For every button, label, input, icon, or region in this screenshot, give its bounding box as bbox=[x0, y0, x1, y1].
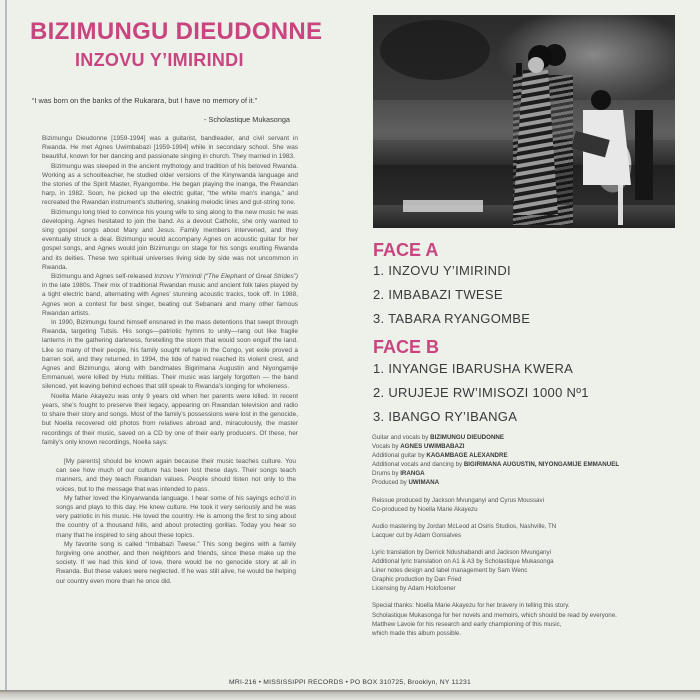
credit-line: Lyric translation by Derrick Ndushabandi and Jackson Mvunganyi bbox=[372, 548, 551, 556]
credit-role: Additional guitar by bbox=[372, 452, 427, 460]
track-b3: 3. IBANGO RY’IBANGA bbox=[373, 409, 518, 424]
credit-line: Special thanks: Noella Marie Akayezu for her bravery in telling this story. bbox=[372, 602, 570, 610]
credit-role: Additional vocals and dancing by bbox=[372, 461, 464, 469]
track-a1: 1. INZOVU Y’IMIRINDI bbox=[373, 263, 511, 278]
credit-line bbox=[372, 478, 692, 487]
credit-line: Lacquer cut by Adam Gonsalves bbox=[372, 531, 462, 539]
credit-role: Produced by bbox=[372, 479, 409, 487]
credit-name: KAGAMBAGE ALEXANDRE bbox=[426, 452, 508, 460]
epigraph-attribution: - Scholastique Mukasonga bbox=[204, 115, 290, 124]
credit-line: Liner notes design and label management by Sam Wenc bbox=[372, 567, 528, 575]
credits-reissue bbox=[372, 496, 692, 514]
epigraph-quote: “I was born on the banks of the Rukarara, but I have no memory of it.” bbox=[32, 96, 258, 105]
artist-title: BIZIMUNGU DIEUDONNE bbox=[30, 18, 323, 45]
liner-paragraph bbox=[42, 272, 298, 318]
credit-line: which made this album possible. bbox=[372, 629, 462, 637]
face-a-heading: FACE A bbox=[373, 240, 439, 260]
credits-performers bbox=[372, 433, 692, 488]
credit-line: Licensing by Adam Holofcener bbox=[372, 585, 456, 593]
credit-line bbox=[372, 469, 692, 478]
track-b1: 1. INYANGE IBARUSHA KWERA bbox=[373, 361, 574, 376]
quote-paragraph: [My parents] should be known again because their music teaches culture. You can see how much of our culture has been lost these days. Their songs teach manners, and they teach Rwandan values. People should listen not only to the voices, but to the message that was intended to pass. bbox=[56, 457, 296, 493]
credit-line: Graphic production by Dan Fried bbox=[372, 576, 462, 584]
credit-role: Drums by bbox=[372, 470, 401, 478]
album-title: INZOVU Y’IMIRINDI bbox=[75, 50, 244, 70]
credit-name: BIZIMUNGU DIEUDONNE bbox=[430, 434, 505, 441]
liner-paragraph: Noella Marie Akayezu was only 9 years old when her parents were killed. In recent years, she’s fought to preserve their legacy, appearing on Rwandan television and radio to share their story and songs. Most of the family’s possessions were lost in the genocide, but Noella recovered old photos from relatives abroad and, miraculously, the master recordings of their music, saved on a CD by one of their early producers. Of these, her family’s only known recordings, Noella says: bbox=[42, 392, 298, 446]
credit-line bbox=[372, 442, 692, 451]
credit-line: Additional lyric translation on A1 & A3 by Scholastique Mukasonga bbox=[372, 558, 554, 566]
liner-paragraph: In 1990, Bizimungu found himself ensnared in the mass detentions that swept through Rwanda, targeting Tutsis. His songs—patriotic hymns to unity—rang out like fragile lanterns in the gathering darkness, foretelling the storm that would soon engulf the land. Like so many of their people, his family sought refuge in the Congo, yet exile proved a barren soil, and they returned. In 1994, the tide of hatred reached its violent crest, and Agnes and Bizimungu, along with bandmates Bigirimana Augustin and Niyongamije Emmanuel, were killed by Hutu militias. Their music was largely forgotten — the band silenced, yet leaving behind echoes that still speak to Rwanda’s longing for wholeness. bbox=[42, 319, 298, 391]
quote-paragraph: My favorite song is called “Imbabazi Twese.” This song begins with a family forgiving one another, and then neighbors and friends, since these make up the society. If we had this kind of love, there would be no genocide story at all in Rwanda. But these values were neglected. If he was still alive, he would be helping our country even more than he once did. bbox=[56, 540, 296, 585]
liner-paragraph: Bizimungu long tried to convince his young wife to sing along to the new music he was developing. Agnes hesitated to join the band. As a devout Catholic, she only wanted to sing gospel songs about Mary and Jesus. Family members intervened, and they eventually struck a deal. Bizimungu would accompany Agnes on acoustic guitar for her gospel songs, and Agnes would join Bizimungu on stage for his songs exulting Rwanda and its deities. These two spiritual universes living side by side was not uncommon in Rwanda. bbox=[42, 208, 298, 271]
credits-production bbox=[372, 548, 692, 593]
liner-paragraph: Bizimungu was steeped in the ancient mythology and tradition of his beloved Rwanda. Working as a schoolteacher, he studied older versions of the Kinyrwanda language and the stories of the Spirit Master, Ryangombe. He began playing the inanga, the Rwandan harp, in 1982. Soon, he picked up the electric guitar, “the white man’s inanga,” and recreated the Rwandan instrument’s stuttering, snaking melodic lines and gut-string tone. bbox=[42, 162, 298, 207]
sleeve-bottom-edge bbox=[0, 690, 700, 700]
credit-role: Guitar and vocals by bbox=[372, 434, 431, 441]
quote-paragraph: My father loved the Kinyarwanda language. I hear some of his sayings echo’d in songs and plays to this day. He knew culture. He took it very seriously and he was very patriotic in his music. He loved the country. He is among the first to sing about the country of a thousand hills, and about protecting gorillas. Today you hear so many that he inspired to sing about these topics. bbox=[56, 494, 296, 539]
liner-notes bbox=[42, 134, 298, 586]
credit-line: Scholastique Mukasonga for her novels and memoirs, which should be read by everyone. bbox=[372, 611, 617, 619]
credits-thanks bbox=[372, 601, 692, 637]
credit-line: Audio mastering by Jordan McLeod at Osiris Studios, Nashville, TN bbox=[372, 522, 557, 530]
credit-name: UWIMANA bbox=[408, 479, 440, 487]
credits-mastering bbox=[372, 522, 692, 540]
track-a2: 2. IMBABAZI TWESE bbox=[373, 287, 503, 302]
credit-name: IRANGA bbox=[400, 470, 425, 478]
label-footer: MRI-216 • MISSISSIPPI RECORDS • PO BOX 310725, Brooklyn, NY 11231 bbox=[229, 679, 471, 686]
credits bbox=[372, 433, 692, 646]
liner-paragraph: Bizimungu Dieudonne [1959-1994] was a guitarist, bandleader, and civil servant in Rwanda. He met Agnes Uwimbabazi [1959-1994] while in secondary school. She was beautiful, known for her dancing and passionate singing in church. They married in 1983. bbox=[42, 135, 298, 161]
credit-name: BIGIRIMANA AUGUSTIN, NIYONGAMIJE EMMANUEL bbox=[463, 461, 620, 469]
track-b2: 2. URUJEJE RW’IMISOZI 1000 Nº1 bbox=[373, 385, 589, 400]
credit-line: Co-produced by Noella Marie Akayezu bbox=[372, 505, 478, 513]
album-title-italic: Inzovu Y’Imirindi (“The Elephant of Great Strides”) bbox=[154, 273, 298, 281]
credit-line bbox=[372, 433, 692, 442]
credit-name: AGNES UWIMBABAZI bbox=[400, 443, 465, 451]
liner-text: Bizimungu and Agnes self-released bbox=[51, 273, 155, 281]
track-a3: 3. TABARA RYANGOMBE bbox=[373, 311, 531, 326]
credit-line bbox=[372, 451, 692, 460]
noella-quote bbox=[56, 457, 296, 586]
credit-line: Matthew Lavoie for his research and early championing of this music, bbox=[372, 620, 562, 628]
sleeve-spine-edge bbox=[5, 0, 7, 690]
face-b-heading: FACE B bbox=[373, 337, 440, 357]
liner-text: in the late 1980s. Their mix of traditional Rwandan music and ancient folk tales played by a tight electric band, alternating with Agnes’ stunning acoustic tracks, took off. In 1988, Agnes won a contest for best singer, beating out Sebanani and many other famous Rwandan artists. bbox=[42, 282, 298, 317]
photo-figures-overlay bbox=[373, 15, 675, 228]
credit-line bbox=[372, 460, 692, 469]
credit-role: Vocals by bbox=[372, 443, 401, 451]
credit-line: Reissue produced by Jackson Mvunganyi and Cyrus Moussavi bbox=[372, 496, 544, 504]
